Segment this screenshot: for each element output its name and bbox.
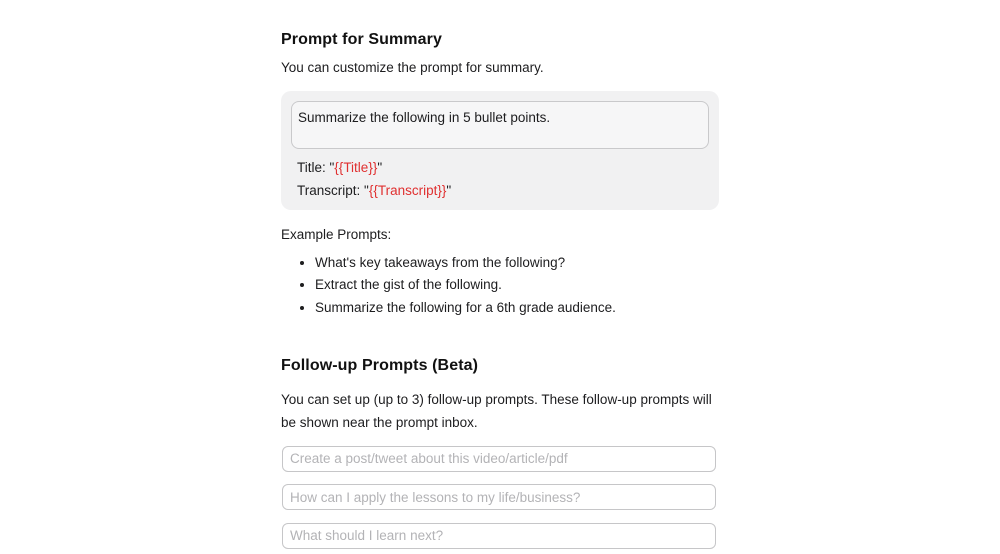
content-column [281, 0, 719, 554]
template-title-prefix: Title: " [297, 160, 335, 175]
followup-prompt-input-1[interactable] [282, 446, 716, 472]
example-prompts-list [281, 252, 719, 319]
followup-prompt-input-3[interactable] [282, 523, 716, 549]
followup-section-description: You can set up (up to 3) follow-up prompts. These follow-up prompts will be shown near the prompt inbox. [281, 391, 712, 430]
example-prompt-item: • Summarize the following for a 6th grade audience. [315, 297, 719, 319]
summary-section-title: Prompt for Summary [281, 31, 442, 48]
template-title-suffix: " [377, 160, 383, 175]
template-title-variable: {{Title}} [334, 160, 378, 175]
template-transcript-suffix: " [446, 183, 452, 198]
template-line-title [297, 156, 709, 179]
followup-section-title: Follow-up Prompts (Beta) [281, 356, 479, 374]
summary-prompt-box [281, 91, 719, 210]
summary-prompt-textarea[interactable] [291, 101, 709, 149]
example-prompts-label: Example Prompts: [281, 227, 392, 242]
prompt-template-lines [291, 156, 709, 202]
summary-section-description: You can customize the prompt for summary. [281, 60, 544, 75]
followup-inputs-group [282, 446, 716, 549]
example-prompt-item: • What's key takeaways from the following? [315, 252, 719, 274]
example-prompt-item: • Extract the gist of the following. [315, 274, 719, 296]
template-line-transcript [297, 179, 709, 202]
followup-prompt-input-2[interactable] [282, 484, 716, 510]
template-transcript-prefix: Transcript: " [297, 183, 369, 198]
template-transcript-variable: {{Transcript}} [368, 183, 447, 198]
